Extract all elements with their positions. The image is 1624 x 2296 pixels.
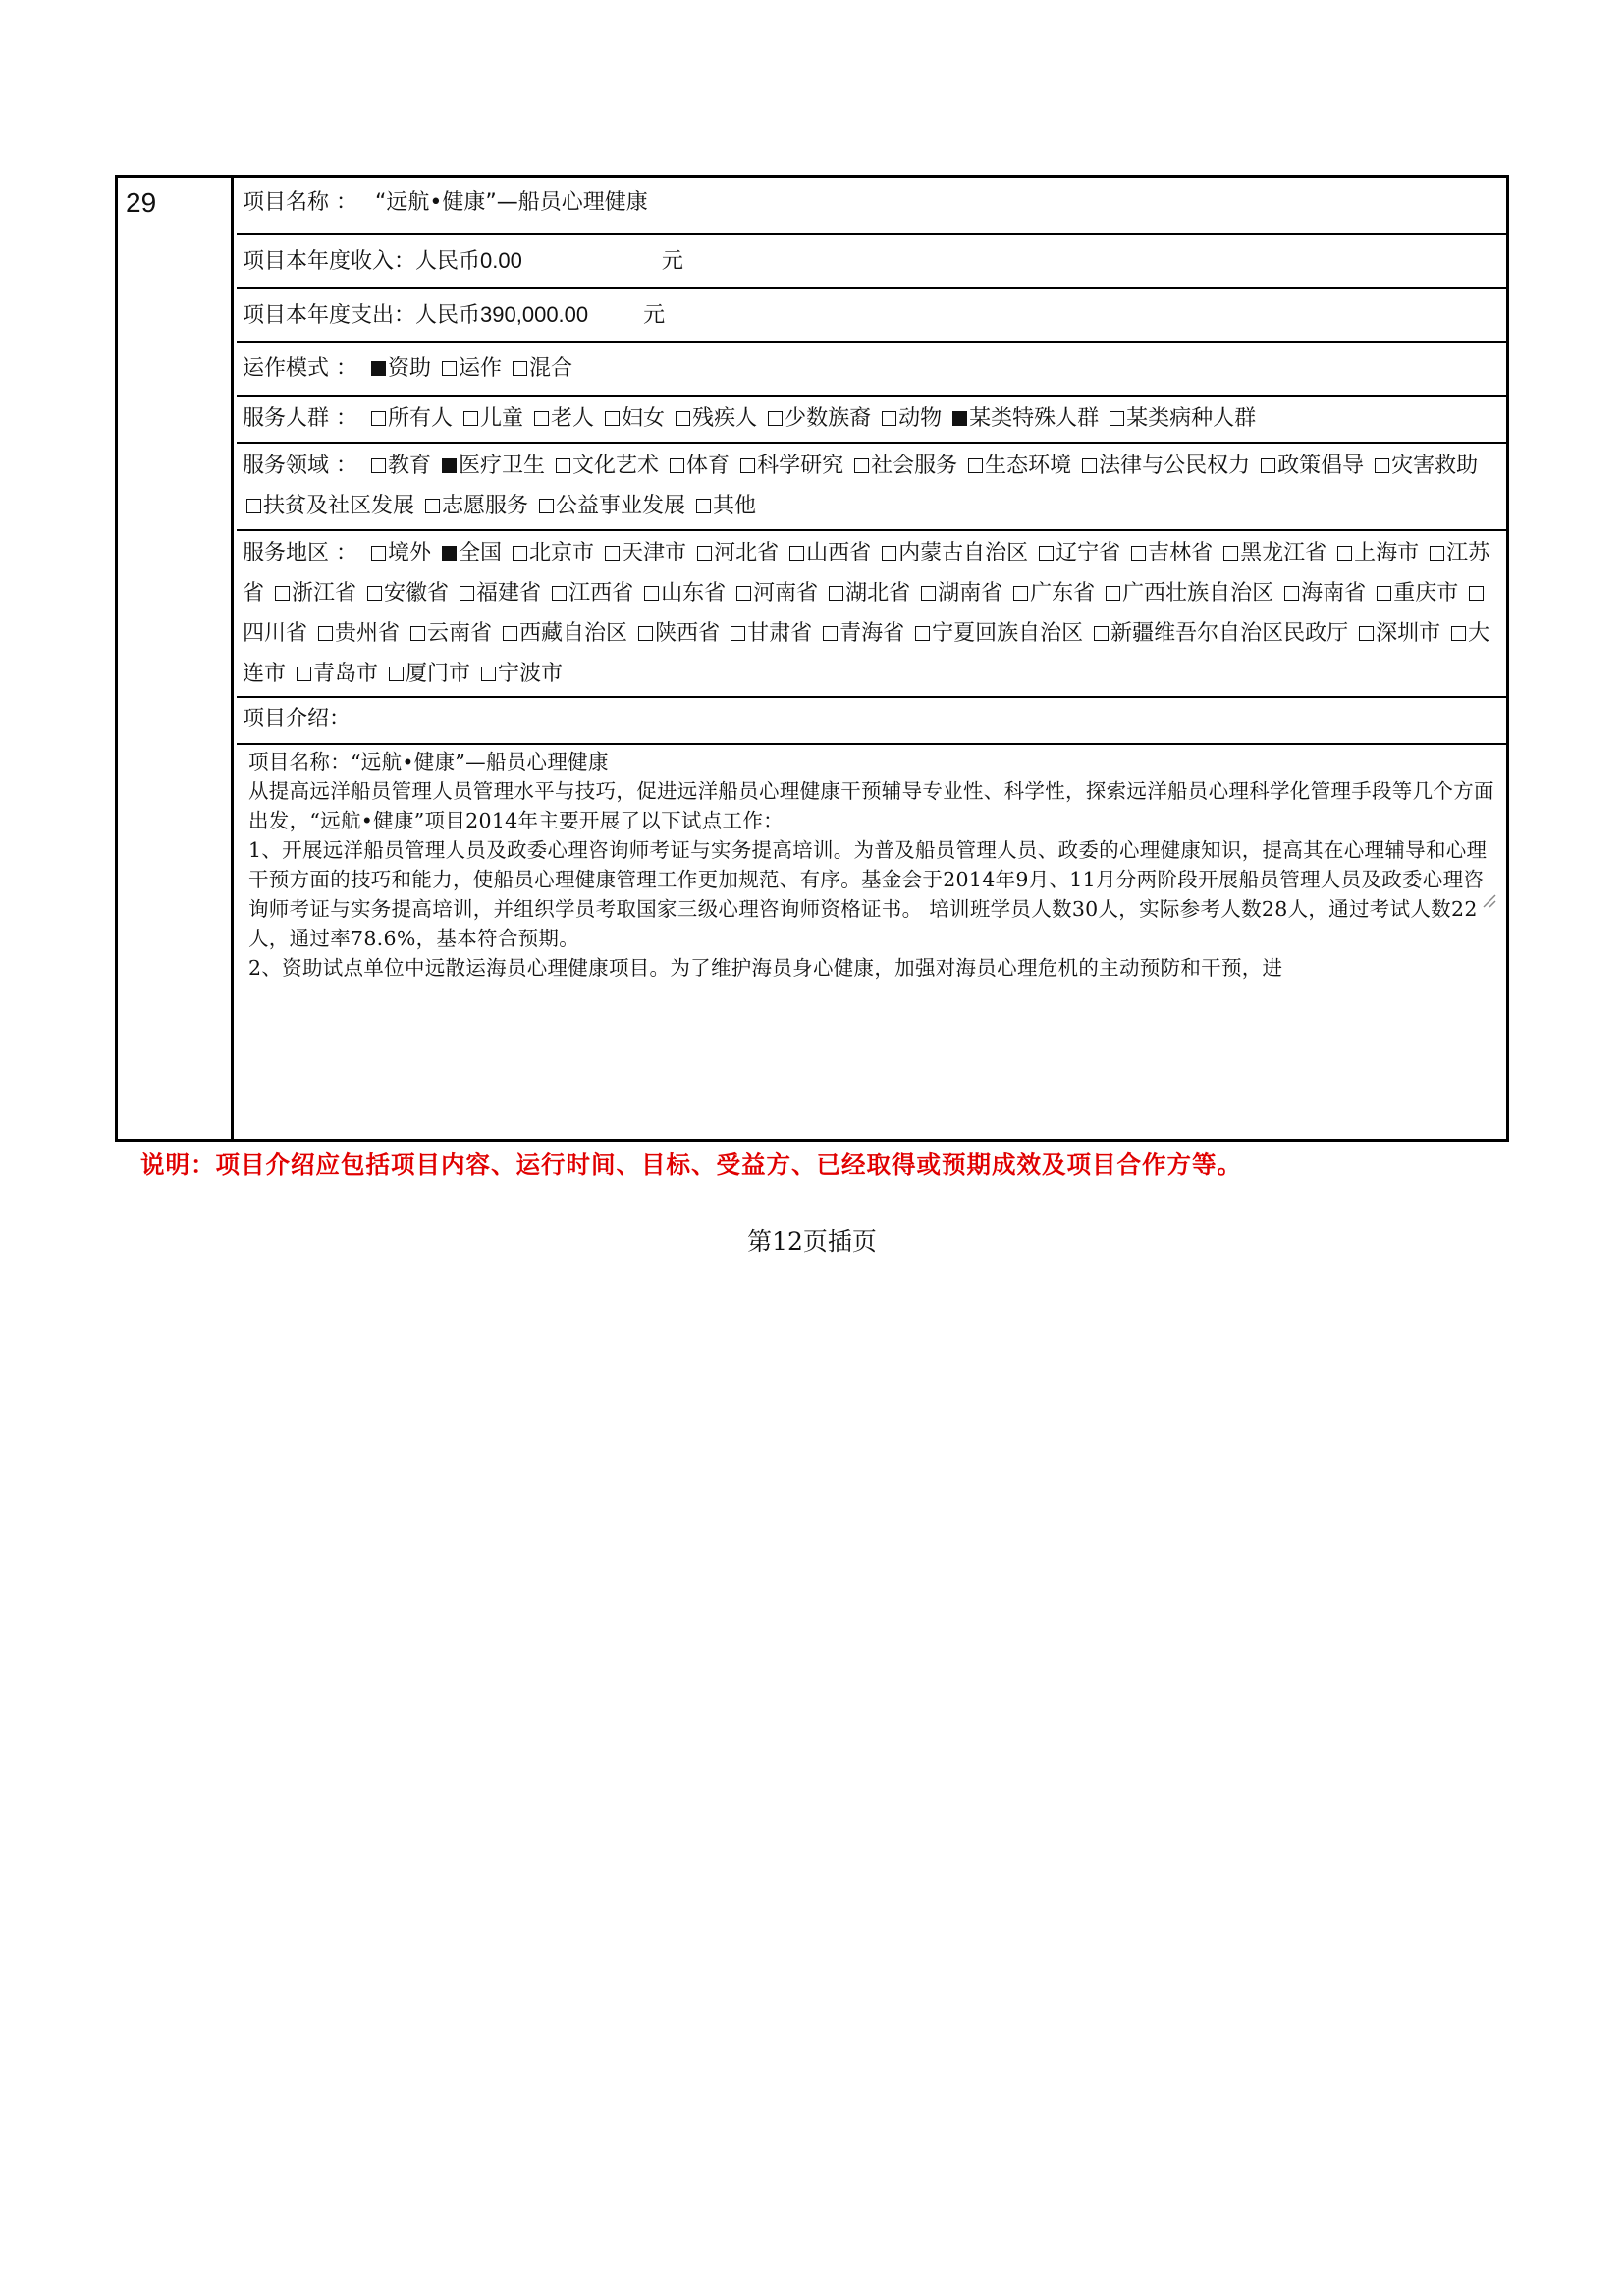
region-option-label: 河南省 <box>753 581 819 606</box>
domain-option-label: 医疗卫生 <box>459 454 546 478</box>
population-option-label: 儿童 <box>480 406 524 431</box>
region-option[interactable] <box>1102 581 1273 606</box>
checkbox-icon[interactable] <box>882 546 896 561</box>
checkbox-icon[interactable] <box>768 411 783 426</box>
region-option[interactable] <box>385 662 470 686</box>
checkbox-checked-icon[interactable] <box>371 361 386 376</box>
checkbox-icon[interactable] <box>1469 586 1484 601</box>
region-option-label: 内蒙古自治区 <box>898 541 1029 565</box>
intro-textarea[interactable] <box>237 745 1506 1139</box>
region-option[interactable] <box>825 581 910 606</box>
region-row <box>237 531 1506 698</box>
region-option[interactable] <box>456 581 541 606</box>
intro-line: 1、开展远洋船员管理人员及政委心理咨询师考证与实务提高培训。为普及船员管理人员、政委的心理健康知识，提高其在心理辅导和心理干预方面的技巧和能力，使船员心理健康管理工作更加规范、有序。基金会于2014年9月、11月分两阶段开展船员管理人员及政委心理咨询师考证与实务提高培训，并组织学员考取国家三级心理咨询师资格证书。 培训班学员人数30人，实际参考人数28人，通过考试人数22人，通过率78.6%，基本符合预期。 <box>248 838 1488 950</box>
region-option-label: 上海市 <box>1354 541 1420 565</box>
population-option[interactable] <box>764 406 871 431</box>
region-option[interactable] <box>367 541 431 565</box>
region-option-label: 湖北省 <box>845 581 911 606</box>
region-option-label: 广东省 <box>1030 581 1096 606</box>
population-option-label: 某类特殊人群 <box>969 406 1100 431</box>
intro-line: 项目名称：“远航•健康”—船员心理健康 <box>248 750 609 774</box>
checkbox-icon[interactable] <box>297 667 311 681</box>
region-option[interactable] <box>693 541 779 565</box>
region-option-label: 全国 <box>459 541 503 565</box>
population-option[interactable] <box>601 406 665 431</box>
checkbox-icon[interactable] <box>539 499 554 513</box>
intro-line: 从提高远洋船员管理人员管理水平与技巧，促进远洋船员心理健康干预辅导专业性、科学性，探索远洋船员心理科学化管理手段等几个方面出发，“远航•健康”项目2014年主要开展了以下试点工作： <box>248 779 1494 832</box>
domain-option-label: 法律与公民权力 <box>1099 454 1251 478</box>
checkbox-icon[interactable] <box>1359 626 1374 641</box>
checkbox-checked-icon[interactable] <box>952 411 967 426</box>
mode-option[interactable] <box>438 356 502 381</box>
population-option-label: 残疾人 <box>692 406 758 431</box>
checkbox-icon[interactable] <box>854 458 869 473</box>
domain-option[interactable] <box>736 454 843 478</box>
population-option-label: 少数族裔 <box>785 406 872 431</box>
instruction-note: 说明：项目介绍应包括项目内容、运行时间、目标、受益方、已经取得或预期成效及项目合作方等。 <box>140 1150 1242 1179</box>
population-option[interactable] <box>672 406 757 431</box>
checkbox-icon[interactable] <box>696 499 711 513</box>
checkbox-icon[interactable] <box>1082 458 1097 473</box>
region-option-label: 厦门市 <box>406 662 471 686</box>
region-option[interactable] <box>293 662 378 686</box>
domain-option-label: 志愿服务 <box>442 494 529 518</box>
domain-label: 服务领域 ： <box>243 454 357 478</box>
region-option[interactable] <box>1219 541 1326 565</box>
domain-option[interactable] <box>552 454 659 478</box>
checkbox-icon[interactable] <box>605 411 620 426</box>
checkbox-icon[interactable] <box>731 626 745 641</box>
checkbox-icon[interactable] <box>513 546 527 561</box>
expense-currency: 人民币 <box>415 303 481 328</box>
checkbox-icon[interactable] <box>829 586 843 601</box>
expense-label: 项目本年度支出： <box>243 303 416 328</box>
domain-option[interactable] <box>850 454 957 478</box>
checkbox-icon[interactable] <box>789 546 804 561</box>
domain-option[interactable] <box>243 494 414 518</box>
checkbox-icon[interactable] <box>275 586 290 601</box>
region-option-label: 北京市 <box>529 541 595 565</box>
region-option[interactable] <box>1009 581 1095 606</box>
region-option-label: 湖南省 <box>938 581 1003 606</box>
region-option-label: 四川省 <box>243 621 308 646</box>
region-label: 服务地区 ： <box>243 541 357 565</box>
domain-options <box>243 454 1478 518</box>
checkbox-icon[interactable] <box>1430 546 1444 561</box>
checkbox-icon[interactable] <box>481 667 496 681</box>
checkbox-icon[interactable] <box>1094 626 1109 641</box>
checkbox-icon[interactable] <box>915 626 930 641</box>
domain-option[interactable] <box>421 494 528 518</box>
region-option[interactable] <box>1280 581 1366 606</box>
region-option[interactable] <box>634 621 720 646</box>
domain-option-label: 文化艺术 <box>572 454 660 478</box>
expense-row <box>237 289 1506 343</box>
expense-amount: 390,000.00 <box>480 302 589 327</box>
checkbox-icon[interactable] <box>1131 546 1146 561</box>
region-option-label: 山西省 <box>806 541 872 565</box>
checkbox-icon[interactable] <box>1337 546 1352 561</box>
population-option[interactable] <box>367 406 453 431</box>
income-label: 项目本年度收入： <box>243 249 416 274</box>
domain-option[interactable] <box>367 454 431 478</box>
checkbox-icon[interactable] <box>736 586 751 601</box>
checkbox-icon[interactable] <box>1375 458 1389 473</box>
checkbox-icon[interactable] <box>1377 586 1391 601</box>
region-option-label: 海南省 <box>1301 581 1367 606</box>
checkbox-icon[interactable] <box>503 626 517 641</box>
region-option-label: 陕西省 <box>655 621 721 646</box>
checkbox-icon[interactable] <box>367 586 382 601</box>
region-option-label: 甘肃省 <box>747 621 813 646</box>
region-option-label: 贵州省 <box>335 621 401 646</box>
region-option-label: 浙江省 <box>292 581 357 606</box>
checkbox-icon[interactable] <box>605 546 620 561</box>
region-option-label: 青岛市 <box>313 662 379 686</box>
population-option[interactable] <box>948 406 1099 431</box>
page-footer: 第12页插页 <box>747 1227 877 1255</box>
checkbox-icon[interactable] <box>556 458 570 473</box>
region-option-label: 大连市 <box>243 621 1490 686</box>
income-currency: 人民币 <box>415 249 481 274</box>
checkbox-icon[interactable] <box>823 626 838 641</box>
region-option-label: 福建省 <box>476 581 542 606</box>
domain-option[interactable] <box>535 494 685 518</box>
region-option-label: 江西省 <box>568 581 634 606</box>
region-option-label: 青海省 <box>839 621 905 646</box>
checkbox-icon[interactable] <box>463 411 478 426</box>
population-row <box>237 397 1506 444</box>
domain-option-label: 其他 <box>713 494 757 518</box>
region-option[interactable] <box>1127 541 1213 565</box>
domain-option[interactable] <box>964 454 1071 478</box>
population-option-label: 老人 <box>551 406 595 431</box>
checkbox-icon[interactable] <box>921 586 936 601</box>
region-option-label: 重庆市 <box>1393 581 1459 606</box>
checkbox-icon[interactable] <box>670 458 684 473</box>
domain-option-label: 教育 <box>388 454 432 478</box>
region-option[interactable] <box>727 621 812 646</box>
checkbox-icon[interactable] <box>644 586 659 601</box>
region-option-label: 境外 <box>388 541 432 565</box>
region-option[interactable] <box>1373 581 1458 606</box>
population-options <box>367 406 1256 431</box>
region-option-label: 西藏自治区 <box>519 621 628 646</box>
region-option[interactable] <box>1333 541 1419 565</box>
domain-option-label: 科学研究 <box>757 454 844 478</box>
region-option[interactable] <box>363 581 449 606</box>
region-option[interactable] <box>548 581 633 606</box>
region-option[interactable] <box>1355 621 1440 646</box>
mode-option-label: 混合 <box>529 356 573 381</box>
region-option-label: 新疆维吾尔自治区民政厅 <box>1110 621 1349 646</box>
region-option-label: 天津市 <box>622 541 687 565</box>
region-option-label: 吉林省 <box>1148 541 1214 565</box>
checkbox-icon[interactable] <box>371 546 386 561</box>
region-option[interactable] <box>1035 541 1120 565</box>
checkbox-icon[interactable] <box>1013 586 1028 601</box>
checkbox-icon[interactable] <box>442 361 457 376</box>
region-option-label: 辽宁省 <box>1056 541 1121 565</box>
domain-option[interactable] <box>1371 454 1478 478</box>
income-amount: 0.00 <box>480 248 522 273</box>
domain-row <box>237 444 1506 531</box>
population-option-label: 所有人 <box>388 406 454 431</box>
checkbox-icon[interactable] <box>968 458 983 473</box>
checkbox-icon[interactable] <box>697 546 712 561</box>
population-label: 服务人群 ： <box>243 406 357 431</box>
region-option[interactable] <box>406 621 492 646</box>
checkbox-icon[interactable] <box>1451 626 1466 641</box>
region-option-label: 宁波市 <box>498 662 564 686</box>
region-option[interactable] <box>640 581 726 606</box>
region-options <box>243 541 1489 686</box>
checkbox-icon[interactable] <box>460 586 474 601</box>
region-option[interactable] <box>601 541 686 565</box>
domain-option[interactable] <box>666 454 730 478</box>
income-row <box>237 235 1506 289</box>
domain-option[interactable] <box>1078 454 1250 478</box>
checkbox-icon[interactable] <box>740 458 755 473</box>
mode-options <box>367 356 572 381</box>
domain-option-label: 生态环境 <box>985 454 1072 478</box>
region-option[interactable] <box>878 541 1028 565</box>
domain-option[interactable] <box>1257 454 1364 478</box>
checkbox-icon[interactable] <box>410 626 425 641</box>
population-option[interactable] <box>460 406 523 431</box>
region-option[interactable] <box>438 541 502 565</box>
region-option[interactable] <box>732 581 818 606</box>
region-option-label: 山东省 <box>661 581 727 606</box>
domain-option-label: 社会服务 <box>871 454 958 478</box>
checkbox-icon[interactable] <box>246 499 261 513</box>
region-option-label: 广西壮族自治区 <box>1122 581 1274 606</box>
region-option[interactable] <box>917 581 1002 606</box>
mode-option[interactable] <box>367 356 431 381</box>
project-name-row <box>237 178 1506 235</box>
region-option[interactable] <box>499 621 627 646</box>
region-option[interactable] <box>477 662 563 686</box>
region-option-label: 深圳市 <box>1376 621 1441 646</box>
checkbox-checked-icon[interactable] <box>442 546 457 561</box>
checkbox-icon[interactable] <box>1223 546 1238 561</box>
population-option-label: 某类病种人群 <box>1126 406 1257 431</box>
domain-option-label: 政策倡导 <box>1277 454 1365 478</box>
item-number: 29 <box>126 187 157 218</box>
region-option-label: 云南省 <box>427 621 493 646</box>
checkbox-icon[interactable] <box>1284 586 1299 601</box>
mode-label: 运作模式 ： <box>243 356 357 381</box>
checkbox-icon[interactable] <box>552 586 567 601</box>
region-option[interactable] <box>785 541 871 565</box>
population-option[interactable] <box>1106 406 1256 431</box>
item-number-cell <box>118 178 234 1139</box>
checkbox-icon[interactable] <box>1261 458 1275 473</box>
mode-option[interactable] <box>509 356 572 381</box>
checkbox-icon[interactable] <box>676 411 690 426</box>
checkbox-icon[interactable] <box>371 458 386 473</box>
region-option[interactable] <box>911 621 1083 646</box>
domain-option[interactable] <box>438 454 545 478</box>
checkbox-icon[interactable] <box>1110 411 1124 426</box>
checkbox-icon[interactable] <box>1039 546 1054 561</box>
expense-unit: 元 <box>643 303 666 328</box>
domain-option-label: 灾害救助 <box>1391 454 1479 478</box>
domain-option-label: 体育 <box>686 454 731 478</box>
domain-option-label: 公益事业发展 <box>556 494 686 518</box>
intro-label-row <box>237 698 1506 745</box>
checkbox-icon[interactable] <box>638 626 653 641</box>
checkbox-icon[interactable] <box>534 411 549 426</box>
population-option-label: 妇女 <box>622 406 666 431</box>
resize-handle-icon[interactable] <box>1481 892 1496 908</box>
domain-option-label: 扶贫及社区发展 <box>263 494 415 518</box>
region-option[interactable] <box>271 581 356 606</box>
population-option[interactable] <box>530 406 594 431</box>
checkbox-icon[interactable] <box>318 626 333 641</box>
region-option-label: 河北省 <box>714 541 780 565</box>
region-option[interactable] <box>819 621 904 646</box>
checkbox-checked-icon[interactable] <box>442 458 457 473</box>
population-option[interactable] <box>878 406 942 431</box>
checkbox-icon[interactable] <box>882 411 896 426</box>
project-name-label: 项目名称 ： <box>243 190 357 215</box>
domain-option[interactable] <box>692 494 756 518</box>
intro-line: 2、资助试点单位中远散运海员心理健康项目。为了维护海员身心健康，加强对海员心理危机的主动预防和干预，进 <box>248 956 1283 980</box>
mode-option-label: 资助 <box>388 356 432 381</box>
population-option-label: 动物 <box>898 406 943 431</box>
checkbox-icon[interactable] <box>425 499 440 513</box>
mode-option-label: 运作 <box>459 356 503 381</box>
income-unit: 元 <box>661 249 683 274</box>
region-option-label: 黑龙江省 <box>1240 541 1327 565</box>
region-option[interactable] <box>314 621 400 646</box>
region-option[interactable] <box>509 541 594 565</box>
checkbox-icon[interactable] <box>389 667 404 681</box>
project-form-table <box>115 175 1509 1142</box>
region-option-label: 安徽省 <box>384 581 450 606</box>
checkbox-icon[interactable] <box>513 361 527 376</box>
region-option-label: 宁夏回族自治区 <box>932 621 1084 646</box>
region-option[interactable] <box>1090 621 1348 646</box>
mode-row <box>237 343 1506 397</box>
intro-label: 项目介绍： <box>243 707 352 731</box>
project-name-value: “远航•健康”—船员心理健康 <box>375 190 648 215</box>
region-option-label: 江苏省 <box>243 541 1490 606</box>
checkbox-icon[interactable] <box>1106 586 1120 601</box>
checkbox-icon[interactable] <box>371 411 386 426</box>
